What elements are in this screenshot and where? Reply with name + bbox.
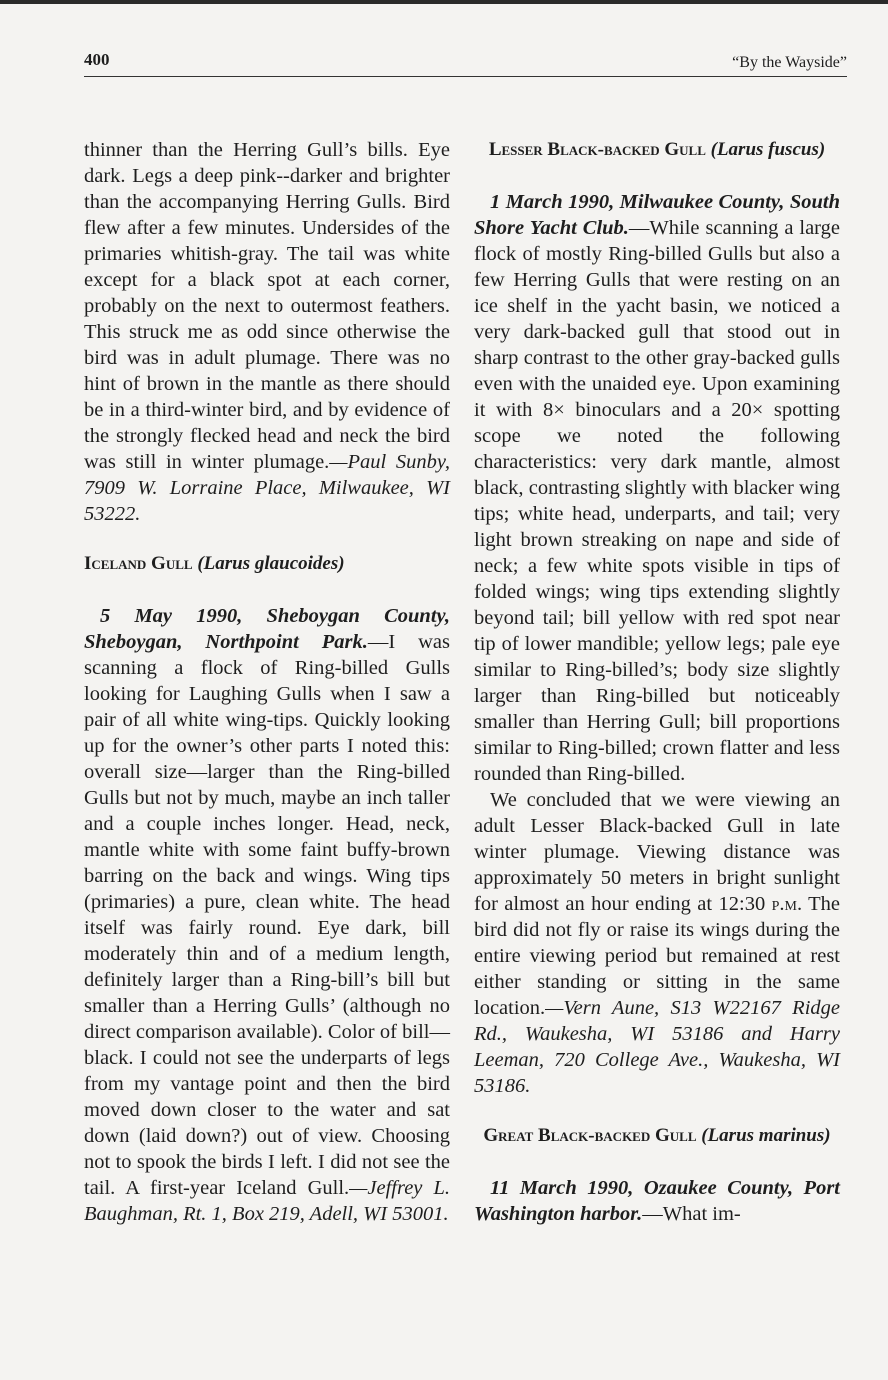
record-lead-lesser: 1 March 1990, Milwaukee County, South Shore Yacht Club. xyxy=(474,191,840,239)
paragraph-conclusion: We concluded that we were viewing an adult Lesser Black-backed Gull in late winter plumage. Viewing distance was approximately 50 meters in bright sunlight for almost an hour ending at 12:30 p.m. The bird did not fly or raise its wings during the entire viewing period but remained at rest either standing or sitting in the same location.—Vern Aune, S13 W22167 Ridge Rd., Waukesha, WI 53186 and Harry Leeman, 720 College Ave., Waukesha, WI 53186. xyxy=(474,789,841,1097)
signature-baughman: —Jeffrey L. Baughman, Rt. 1, Box 219, Adell, WI 53001. xyxy=(84,1177,450,1225)
heading-lesser-black-backed-gull: Lesser Black-backed Gull (Larus fuscus) xyxy=(488,139,826,160)
left-column xyxy=(84,137,450,1227)
running-head: “By the Wayside” xyxy=(732,54,847,71)
heading-iceland-gull: Iceland Gull (Larus glaucoides) xyxy=(84,553,345,574)
right-column xyxy=(474,137,840,1227)
heading-great-black-backed-gull: Great Black-backed Gull (Larus marinus) xyxy=(483,1125,831,1146)
paragraph-sunby: thinner than the Herring Gull’s bills. Eye dark. Legs a deep pink--darker and brighter than the accompanying Herring Gulls. Bird flew after a few minutes. Undersides of the primaries whitish-gray. The tail was white except for a black spot at each corner, probably on the next to outermost feathers. This struck me as odd since otherwise the bird was in adult plumage. There was no hint of brown in the mantle as there should be in a third-winter bird, and by evidence of the strongly flecked head and neck the bird was still in winter plumage.—Paul Sunby, 7909 W. Lorraine Place, Milwaukee, WI 53222. xyxy=(84,139,450,525)
paragraph-iceland-gull: 5 May 1990, Sheboygan County, Sheboygan, Northpoint Park.—I was scanning a flock of Ring-billed Gulls looking for Laughing Gulls when I saw a pair of all white wing-tips. Quickly looking up for the owner’s other parts I noted this: overall size—larger than the Ring-billed Gulls but not by much, maybe an inch taller and a couple inches longer. Head, neck, mantle white with some faint buffy-brown barring on the back and wings. Wing tips (primaries) a pure, clean white. The head itself was fairly round. Eye dark, bill moderately thin and of a medium length, definitely larger than a Ring-bill’s bill but smaller than a Herring Gulls’ (although no direct comparison available). Color of bill—black. I could not see the underparts of legs from my vantage point and then the bird moved down closer to the water and sat down (laid down?) out of view. Choosing not to spook the birds I left. I did not see the tail. A first-year Iceland Gull.—Jeffrey L. Baughman, Rt. 1, Box 219, Adell, WI 53001. xyxy=(84,605,450,1225)
record-lead-iceland: 5 May 1990, Sheboygan County, Sheboygan, Northpoint Park. xyxy=(84,605,450,653)
paragraph-great-black-backed: 11 March 1990, Ozaukee County, Port Washington harbor.—What im- xyxy=(474,1177,840,1225)
page-header xyxy=(84,50,847,76)
signature-sunby: —Paul Sunby, 7909 W. Lorraine Place, Milwaukee, WI 53222. xyxy=(84,451,450,525)
signature-aune-leeman: —Vern Aune, S13 W22167 Ridge Rd., Waukesha, WI 53186 and Harry Leeman, 720 College Ave., Waukesha, WI 53186. xyxy=(474,997,840,1097)
page-number: 400 xyxy=(84,50,110,69)
paragraph-lesser-black-backed: 1 March 1990, Milwaukee County, South Shore Yacht Club.—While scanning a large flock of mostly Ring-billed Gulls but also a few Herring Gulls that were resting on an ice shelf in the yacht basin, we noticed a very dark-backed gull that stood out in sharp contrast to the other gray-backed gulls even with the unaided eye. Upon examining it with 8× binoculars and a 20× spotting scope we noted the following characteristics: very dark mantle, almost black, contrasting slightly with blacker wing tips; white head, underparts, and tail; very light brown streaking on nape and side of neck; a few white spots visible in tips of folded wings; wing tips extending slightly beyond tail; bill yellow with red spot near tip of lower mandible; yellow legs; pale eye similar to Ring-billed’s; body size slightly larger than Ring-billed but noticeably smaller than Herring Gull; bill proportions similar to Ring-billed; crown flatter and less rounded than Ring-billed. xyxy=(474,191,840,785)
header-rule xyxy=(84,76,847,77)
record-lead-great: 11 March 1990, Ozaukee County, Port Washington harbor. xyxy=(474,1177,840,1225)
page-top-edge xyxy=(0,0,888,4)
